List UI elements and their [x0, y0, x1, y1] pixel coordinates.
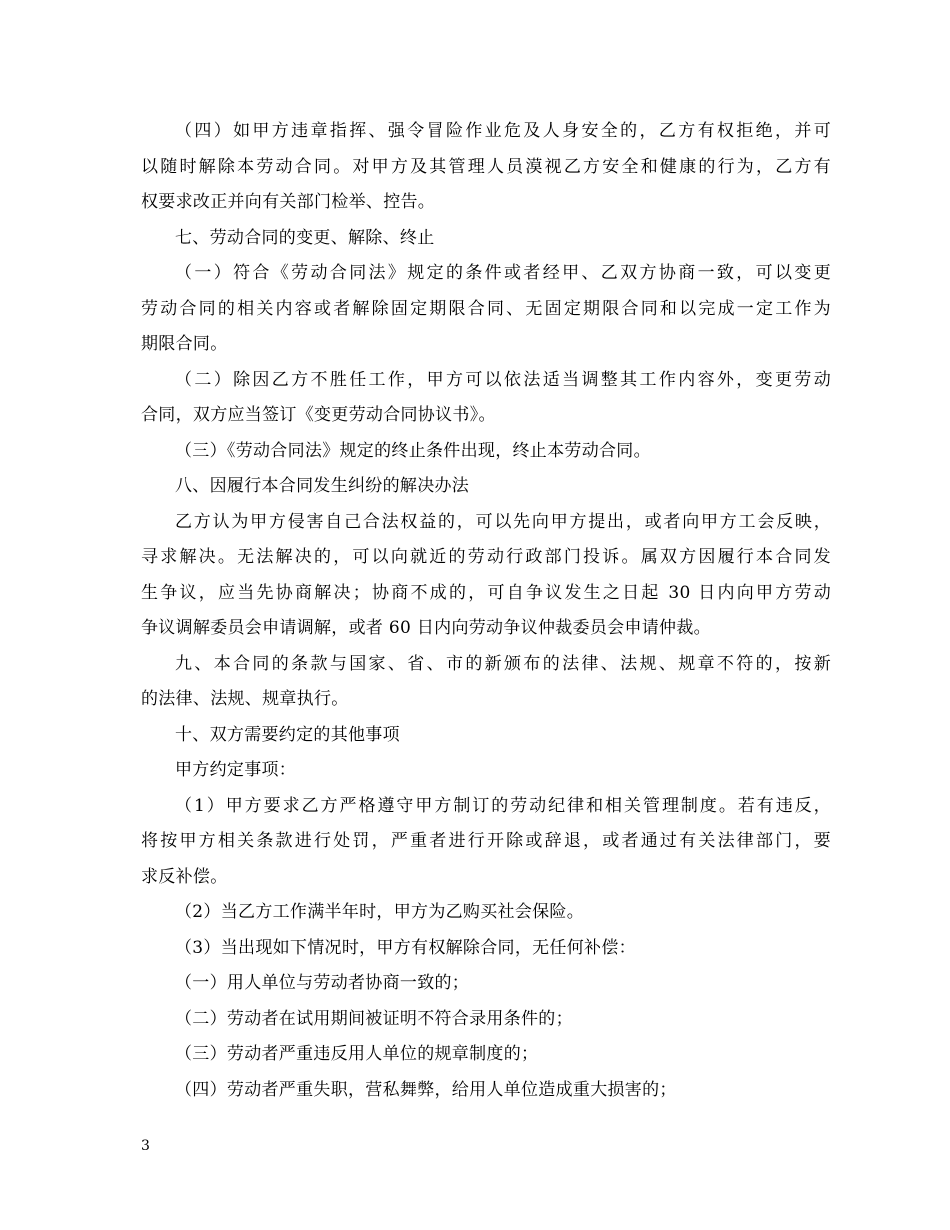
list-item: （三）劳动者严重违反用人单位的规章制度的； [175, 1044, 539, 1064]
text-line: 以随时解除本劳动合同。对甲方及其管理人员漠视乙方安全和健康的行为，乙方有 [141, 156, 831, 177]
text-line: （一）符合《劳动合同法》规定的条件或者经甲、乙双方协商一致，可以变更 [175, 263, 831, 283]
text-line: （四）如甲方违章指挥、强令冒险作业危及人身安全的，乙方有权拒绝，并可 [175, 121, 831, 141]
text-line: 寻求解决。无法解决的，可以向就近的劳动行政部门投诉。属双方因履行本合同发 [141, 547, 831, 567]
text-line: （1）甲方要求乙方严格遵守甲方制订的劳动纪律和相关管理制度。若有违反， [175, 795, 831, 816]
text-line: 劳动合同的相关内容或者解除固定期限合同、无固定期限合同和以完成一定工作为 [141, 298, 831, 319]
section-heading: 九、本合同的条款与国家、省、市的新颁布的法律、法规、规章不符的，按新 [175, 653, 831, 674]
text-line: 期限合同。 [141, 334, 228, 354]
text-line: 合同，双方应当签订《变更劳动合同协议书》。 [141, 405, 496, 425]
section-heading: 七、劳动合同的变更、解除、终止 [175, 227, 435, 248]
list-item: （四）劳动者严重失职，营私舞弊，给用人单位造成重大损害的； [175, 1079, 677, 1100]
text-line: 求反补偿。 [141, 866, 228, 887]
text-line: 生争议，应当先协商解决；协商不成的，可自争议发生之日起 30 日内向甲方劳动 [141, 582, 831, 603]
text-line: （2）当乙方工作满半年时，甲方为乙购买社会保险。 [175, 902, 585, 922]
text-line: 将按甲方相关条款进行处罚，严重者进行开除或辞退，或者通过有关法律部门，要 [141, 831, 831, 851]
text-line: （3）当出现如下情况时，甲方有权解除合同，无任何补偿： [175, 937, 636, 958]
text-line: 甲方约定事项： [175, 760, 297, 780]
section-heading: 八、因履行本合同发生纠纷的解决办法 [175, 476, 470, 496]
text-line: 争议调解委员会申请调解，或者 60 日内向劳动争议仲裁委员会申请仲裁。 [141, 618, 711, 638]
text-line: （三）《劳动合同法》规定的终止条件出现，终止本劳动合同。 [175, 440, 651, 461]
page-number: 3 [141, 1138, 150, 1154]
text-line: 权要求改正并向有关部门检举、控告。 [141, 192, 436, 212]
text-line: 的法律、法规、规章执行。 [141, 689, 349, 709]
list-item: （二）劳动者在试用期间被证明不符合录用条件的； [175, 1008, 573, 1029]
list-item: （一）用人单位与劳动者协商一致的； [175, 973, 470, 993]
text-line: 乙方认为甲方侵害自己合法权益的，可以先向甲方提出，或者向甲方工会反映， [175, 511, 831, 532]
section-heading: 十、双方需要约定的其他事项 [175, 724, 400, 745]
text-line: （二）除因乙方不胜任工作，甲方可以依法适当调整其工作内容外，变更劳动 [175, 369, 831, 390]
document-body [141, 114, 831, 1108]
